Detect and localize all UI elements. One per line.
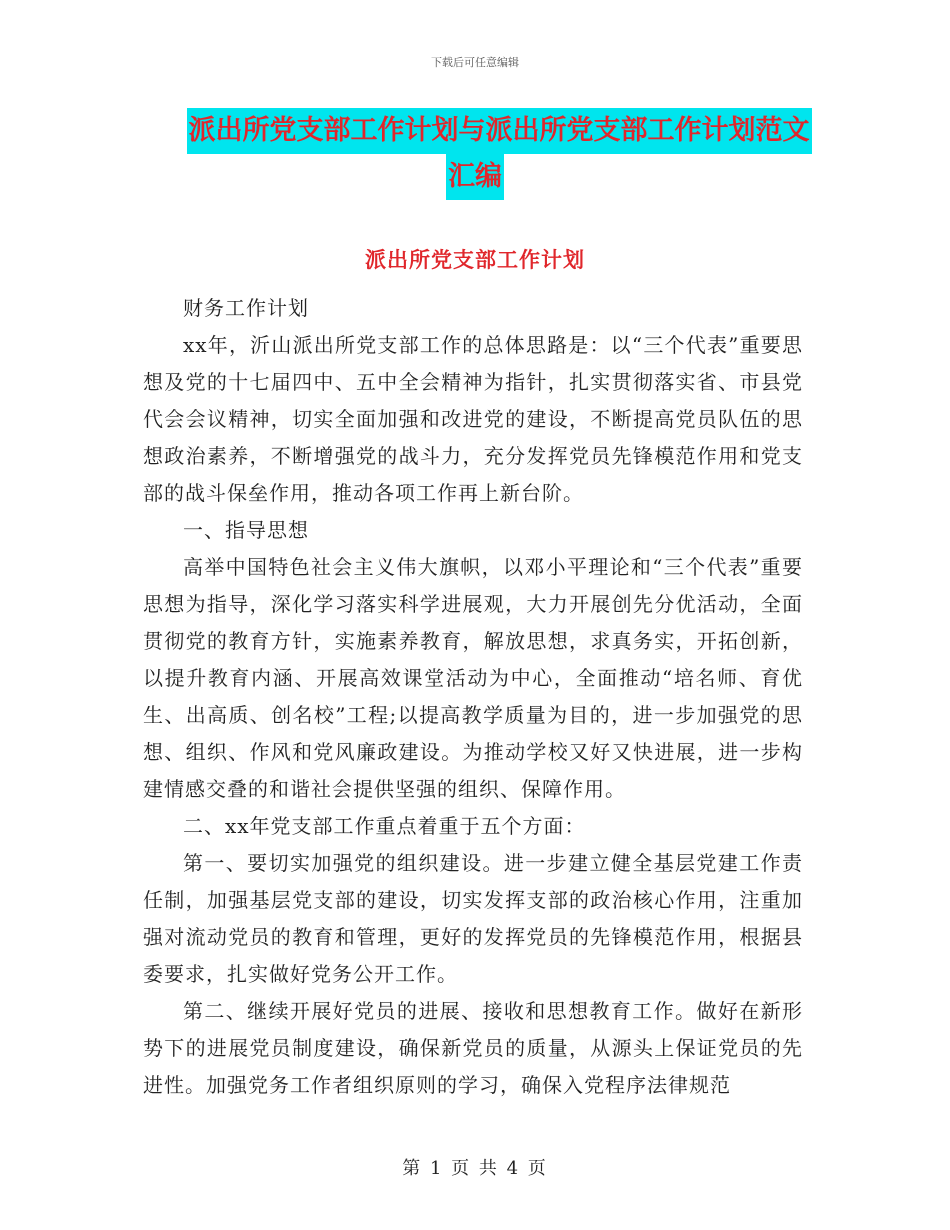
document-body [143, 290, 803, 1104]
paragraph: 二、xx年党支部工作重点着重于五个方面： [183, 814, 586, 838]
document-title-line-2: 汇编 [446, 154, 504, 200]
paragraph: 财务工作计划 [183, 296, 309, 320]
page-number-footer: 第 1 页 共 4 页 [402, 1158, 548, 1179]
document-title [0, 108, 950, 200]
document-title-line-1: 派出所党支部工作计划与派出所党支部工作计划范文 [187, 108, 812, 154]
paragraph: xx年，沂山派出所党支部工作的总体思路是：以“三个代表”重要思想及党的十七届四中、五中全会精神为指针，扎实贯彻落实省、市县党代会会议精神，切实全面加强和改进党的建设，不断提高党员队伍的思想政治素养，不断增强党的战斗力，充分发挥党员先锋模范作用和党支部的战斗保垒作用，推动各项工作再上新台阶。 [143, 333, 803, 505]
paragraph: 第一、要切实加强党的组织建设。进一步建立健全基层党建工作责任制，加强基层党支部的建设，切实发挥支部的政治核心作用，注重加强对流动党员的教育和管理，更好的发挥党员的先锋模范作用，根据县委要求，扎实做好党务公开工作。 [143, 851, 803, 986]
section-title: 派出所党支部工作计划 [365, 247, 585, 272]
paragraph: 一、指导思想 [183, 518, 309, 542]
paragraph: 高举中国特色社会主义伟大旗帜，以邓小平理论和“三个代表”重要思想为指导，深化学习落实科学进展观，大力开展创先分优活动，全面贯彻党的教育方针，实施素养教育，解放思想，求真务实，开拓创新，以提升教育内涵、开展高效课堂活动为中心，全面推动“培名师、育优生、出高质、创名校”工程;以提高教学质量为目的，进一步加强党的思想、组织、作风和党风廉政建设。为推动学校又好又快进展，进一步构建情感交叠的和谐社会提供坚强的组织、保障作用。 [143, 555, 803, 801]
paragraph: 第二、继续开展好党员的进展、接收和思想教育工作。做好在新形势下的进展党员制度建设，确保新党员的质量，从源头上保证党员的先进性。加强党务工作者组织原则的学习，确保入党程序法律规范 [143, 999, 803, 1097]
header-note: 下载后可任意编辑 [431, 56, 519, 69]
